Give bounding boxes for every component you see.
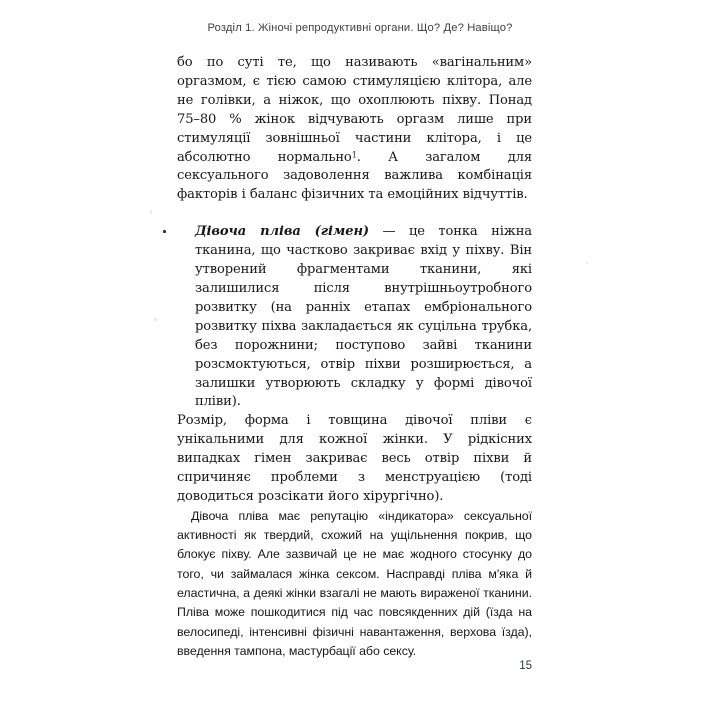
paragraph-1-tail: . А загалом для сексуального задоволення важлива комбінація факторів і баланс фізичних та емоційних відчуттів. [177, 149, 532, 203]
list-item [177, 223, 532, 412]
text-column [177, 54, 532, 661]
list-item-paragraph [195, 223, 532, 412]
paragraph-2: Розмір, форма і товщина дівочої пліви є унікальними для кожної жінки. У рідкісних випадках гімен закриває весь отвір піхви й спричиняє проблеми з менструацією (тоді доводиться розсікати його хірургічно). [177, 413, 532, 504]
scan-speck [586, 262, 588, 264]
running-head: Розділ 1. Жіночі репродуктивні органи. Що? Де? Навіщо? [207, 22, 513, 34]
bullet-dot-icon [163, 230, 166, 233]
paragraph-1-text: бо по суті те, що називають «вагінальним» оргазмом, є тією самою стимуляцією клітора, але не голівки, а ніжок, що охоплюють піхву. Понад 75–80 % жінок відчувають оргазм лише при стимуляції зовнішньої частини клітора, і це абсолютно нормально [177, 55, 532, 165]
paragraph-3: Дівоча пліва має репутацію «індикатора» сексуальної активності як твердий, схожий на ущільнення покрив, що блокує піхву. Але зазвичай це не має жодного стосунку до того, чи займалася жінка сексом. Насправді пліва м'яка й еластична, а деякі жінки взагалі не мають вираженої тканини. Пліва може пошкодитися під час повсякденних дій (їзда на велосипеді, інтенсивні фізичні навантаження, верхова їзда), введення тампона, мастурбації або сексу. [177, 508, 532, 658]
scan-speck [150, 210, 152, 214]
paragraph-continued [177, 54, 532, 205]
list-item-text: — це тонка ніжна тканина, що частково закриває вхід у піхву. Він утворений фрагментами тканини, які залишилися після внутрішньоутробного розвитку (на ранніх етапах ембріонального розвитку піхва закладається як суцільна трубка, без порожнини; поступово зайві тканини розсмоктуються, отвір піхви розширюється, а залишки утворюють складку у формі дівочої пліви). [195, 224, 532, 410]
footnote-marker: 1 [351, 149, 357, 159]
page-number: 15 [519, 660, 532, 672]
defined-term: Дівоча пліва (гімен) [195, 224, 370, 240]
scan-speck [154, 318, 157, 321]
